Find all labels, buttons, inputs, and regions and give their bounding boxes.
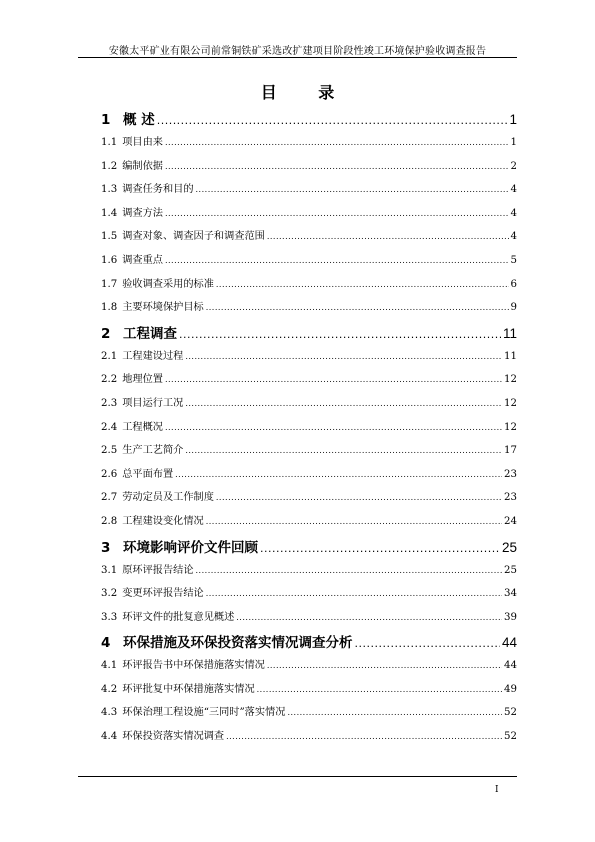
toc-entry-title: 地理位置 (122, 374, 163, 386)
toc-entry-title: 工程调查 (123, 325, 177, 342)
toc-entry-page: 52 (504, 707, 517, 719)
toc-section-entry[interactable] (101, 680, 517, 704)
toc-section-entry[interactable] (101, 561, 517, 585)
toc-dot-leader (206, 302, 509, 313)
toc-entry-title: 工程建设变化情况 (122, 515, 204, 527)
header-divider (78, 57, 517, 58)
toc-section-entry[interactable] (101, 584, 517, 608)
toc-entry-page: 44 (501, 635, 517, 651)
toc-entry-number: 3.3 (101, 611, 118, 623)
toc-chapter-entry[interactable] (101, 631, 517, 656)
toc-chapter-entry[interactable] (101, 536, 517, 561)
toc-section-entry[interactable] (101, 394, 517, 418)
toc-entry-page: 11 (502, 325, 517, 341)
toc-entry-number: 1 (101, 112, 111, 128)
toc-dot-leader (179, 326, 501, 342)
toc-chapter-entry[interactable] (101, 322, 517, 347)
toc-dot-leader (260, 540, 500, 556)
toc-section-entry[interactable] (101, 157, 517, 181)
toc-entry-title: 编制依据 (122, 160, 163, 172)
toc-dot-leader (287, 707, 502, 718)
toc-dot-leader (206, 588, 502, 599)
toc-section-entry[interactable] (101, 180, 517, 204)
toc-dot-leader (196, 184, 509, 195)
toc-dot-leader (236, 612, 502, 623)
toc-entry-number: 4.2 (101, 683, 118, 695)
page-title: 目 录 (260, 83, 353, 102)
toc-entry-page: 6 (510, 278, 517, 290)
toc-entry-number: 2.1 (101, 350, 118, 362)
toc-section-entry[interactable] (101, 298, 517, 322)
toc-entry-page: 4 (510, 231, 517, 243)
toc-section-entry[interactable] (101, 441, 517, 465)
toc-entry-number: 4.1 (101, 660, 118, 672)
toc-dot-leader (165, 374, 502, 385)
toc-entry-title: 变更环评报告结论 (122, 588, 204, 600)
toc-section-entry[interactable] (101, 227, 517, 251)
toc-entry-number: 4.4 (101, 731, 118, 743)
toc-dot-leader (267, 231, 509, 242)
toc-entry-page: 25 (504, 564, 517, 576)
toc-entry-number: 4.3 (101, 707, 118, 719)
toc-entry-page: 34 (504, 588, 517, 600)
toc-section-entry[interactable] (101, 727, 517, 751)
toc-entry-page: 9 (510, 302, 517, 314)
toc-entry-page: 39 (504, 611, 517, 623)
toc-entry-number: 1.1 (101, 137, 118, 148)
toc-entry-title: 劳动定员及工作制度 (122, 492, 214, 504)
toc-dot-leader (216, 279, 509, 290)
toc-section-entry[interactable] (101, 133, 517, 157)
toc-entry-page: 12 (504, 374, 517, 386)
toc-entry-page: 2 (510, 160, 517, 172)
toc-dot-leader (206, 516, 502, 527)
toc-section-entry[interactable] (101, 488, 517, 512)
toc-entry-page: 12 (504, 397, 517, 409)
toc-entry-title: 调查方法 (122, 207, 163, 219)
toc-entry-number: 3 (101, 539, 111, 556)
toc-entry-number: 1.5 (101, 231, 118, 243)
toc-entry-number: 3.1 (101, 564, 118, 576)
toc-entry-title: 调查对象、调查因子和调查范围 (122, 231, 265, 243)
toc-entry-page: 17 (504, 445, 517, 457)
toc-entry-page: 25 (501, 539, 517, 555)
toc-entry-number: 4 (101, 635, 111, 652)
toc-entry-title: 项目由来 (122, 137, 163, 148)
toc-entry-title: 验收调查采用的标准 (122, 278, 214, 290)
toc-entry-number: 1.3 (101, 184, 118, 196)
toc-section-entry[interactable] (101, 418, 517, 442)
toc-section-entry[interactable] (101, 347, 517, 371)
toc-dot-leader (216, 492, 502, 503)
toc-entry-title: 概 述 (123, 112, 155, 128)
toc-entry-number: 2.2 (101, 374, 118, 386)
toc-entry-number: 1.8 (101, 302, 118, 314)
toc-dot-leader (267, 660, 502, 671)
toc-section-entry[interactable] (101, 703, 517, 727)
toc-section-entry[interactable] (101, 275, 517, 299)
toc-section-entry[interactable] (101, 656, 517, 680)
toc-section-entry[interactable] (101, 204, 517, 228)
toc-chapter-entry[interactable] (101, 108, 517, 133)
toc-entry-number: 1.7 (101, 278, 118, 290)
toc-dot-leader (165, 422, 502, 433)
toc-dot-leader (355, 635, 500, 651)
toc-dot-leader (257, 684, 502, 695)
toc-entry-title: 工程概况 (122, 421, 163, 433)
toc-dot-leader (165, 208, 509, 219)
toc-entry-page: 24 (504, 515, 517, 527)
toc-entry-title: 环境影响评价文件回顾 (123, 539, 258, 556)
toc-entry-number: 1.2 (101, 160, 118, 172)
toc-dot-leader (175, 469, 502, 480)
toc-entry-page: 5 (510, 254, 517, 266)
toc-entry-page: 23 (504, 492, 517, 504)
toc-dot-leader (185, 351, 502, 362)
toc-entry-title: 环保治理工程设施“三同时”落实情况 (122, 707, 286, 719)
page-number: I (495, 785, 499, 795)
toc-dot-leader (157, 112, 508, 128)
toc-entry-title: 原环评报告结论 (122, 564, 194, 576)
toc-section-entry[interactable] (101, 608, 517, 632)
toc-section-entry[interactable] (101, 512, 517, 536)
toc-entry-page: 23 (504, 468, 517, 480)
toc-entry-number: 1.6 (101, 254, 118, 266)
toc-entry-title: 环评文件的批复意见概述 (122, 611, 235, 623)
toc-entry-page: 49 (504, 683, 517, 695)
toc-entry-title: 环评报告书中环保措施落实情况 (122, 660, 265, 672)
toc-entry-title: 总平面布置 (122, 468, 174, 480)
toc-entry-number: 2.7 (101, 492, 118, 504)
toc-entry-page: 52 (504, 731, 517, 743)
toc-dot-leader (185, 398, 502, 409)
toc-dot-leader (226, 731, 502, 742)
toc-dot-leader (196, 565, 503, 576)
toc-entry-title: 项目运行工况 (122, 397, 184, 409)
toc-section-entry[interactable] (101, 465, 517, 489)
toc-entry-number: 2.6 (101, 468, 118, 480)
toc-dot-leader (165, 137, 509, 148)
toc-entry-title: 主要环境保护目标 (122, 302, 204, 314)
toc-entry-title: 工程建设过程 (122, 350, 184, 362)
toc-entry-page: 1 (509, 112, 517, 127)
toc-entry-page: 4 (510, 184, 517, 196)
toc-entry-title: 调查任务和目的 (122, 184, 194, 196)
toc-entry-number: 2 (101, 325, 111, 342)
toc-section-entry[interactable] (101, 251, 517, 275)
toc-dot-leader (165, 161, 509, 172)
toc-entry-page: 11 (504, 350, 517, 362)
toc-entry-page: 4 (510, 207, 517, 219)
toc-dot-leader (165, 255, 509, 266)
running-header: 安徽太平矿业有限公司前常铜铁矿采选改扩建项目阶段性竣工环境保护验收调查报告 (108, 46, 487, 57)
toc-entry-number: 2.8 (101, 515, 118, 527)
toc-entry-title: 环评批复中环保措施落实情况 (122, 683, 255, 695)
toc-entry-title: 环保投资落实情况调查 (122, 731, 225, 743)
toc-entry-number: 1.4 (101, 207, 118, 219)
toc-entry-number: 3.2 (101, 588, 118, 600)
toc-entry-page: 44 (504, 660, 517, 672)
toc-entry-title: 调查重点 (122, 254, 163, 266)
toc-entry-number: 2.3 (101, 397, 118, 409)
toc-section-entry[interactable] (101, 370, 517, 394)
footer-divider (78, 776, 517, 777)
toc-entry-number: 2.4 (101, 421, 118, 433)
toc-entry-page: 12 (504, 421, 517, 433)
table-of-contents (101, 108, 517, 751)
toc-dot-leader (185, 445, 502, 456)
toc-entry-page: 1 (510, 137, 517, 148)
toc-entry-title: 环保措施及环保投资落实情况调查分析 (123, 635, 353, 652)
toc-entry-title: 生产工艺简介 (122, 445, 184, 457)
toc-entry-number: 2.5 (101, 445, 118, 457)
